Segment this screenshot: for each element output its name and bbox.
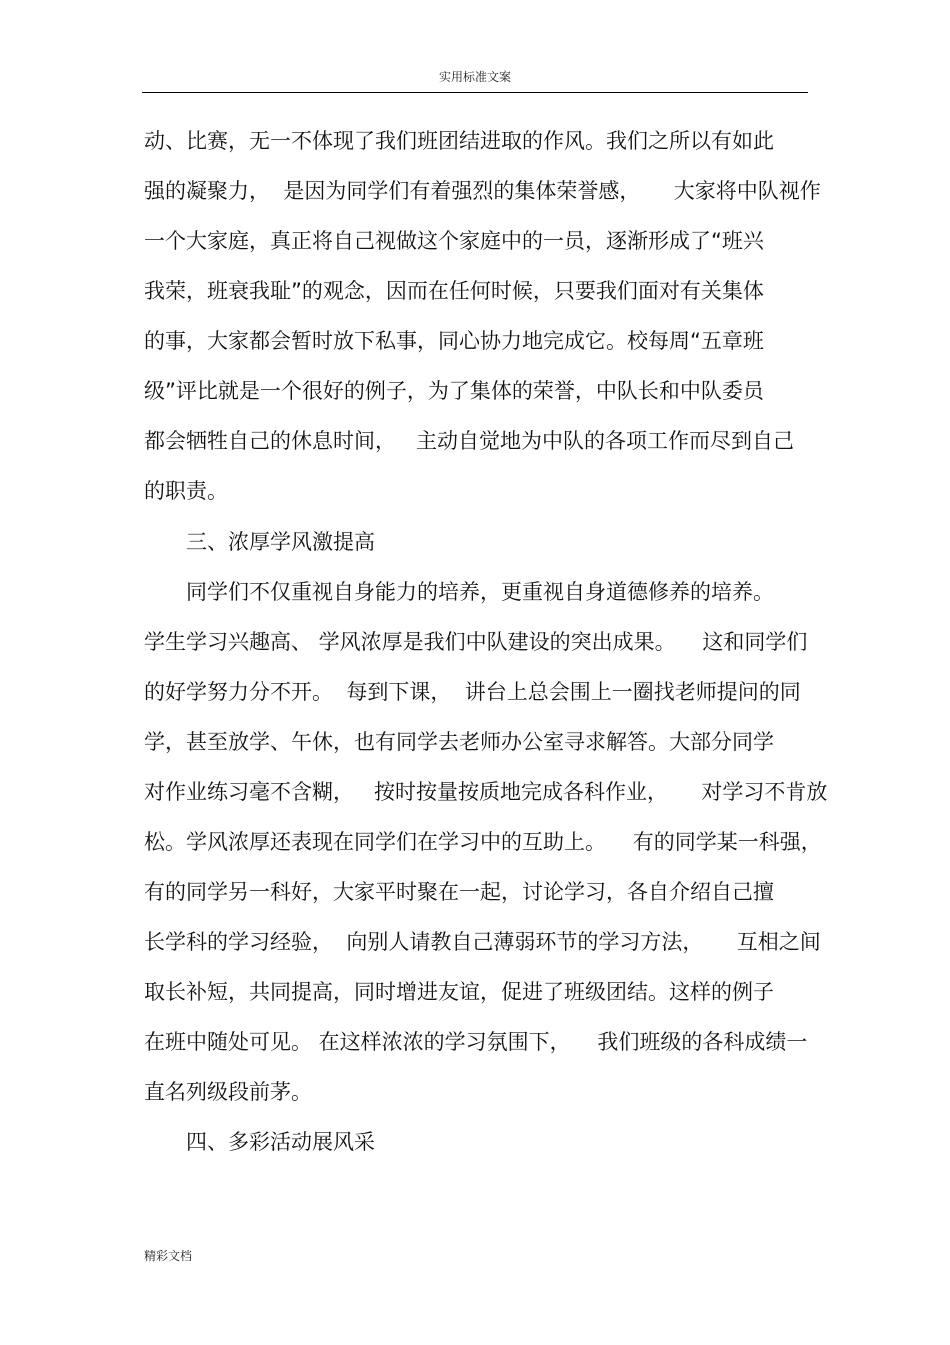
page-header: [142, 62, 808, 93]
body-line: 对作业练习毫不含糊， 按时按量按质地完成各科作业， 对学习不肯放: [144, 780, 828, 804]
body-line: 取长补短，共同提高，同时增进友谊，促进了班级团结。这样的例子: [144, 980, 774, 1004]
body-line: 都会牺牲自己的休息时间， 主动自觉地为中队的各项工作而尽到自己: [144, 429, 795, 453]
body-line: 学生学习兴趣高、 学风浓厚是我们中队建设的突出成果。 这和同学们: [144, 630, 808, 654]
body-line: 我荣，班衰我耻”的观念，因而在任何时候，只要我们面对有关集体: [144, 279, 764, 303]
section-heading: 三、浓厚学风激提高: [186, 530, 375, 554]
body-line: 在班中随处可见。 在这样浓浓的学习氛围下， 我们班级的各科成绩一: [144, 1030, 808, 1054]
body-line: 松。学风浓厚还表现在同学们在学习中的互助上。 有的同学某一科强，: [144, 830, 822, 854]
section-heading: 四、多彩活动展风采: [186, 1130, 375, 1154]
body-line: 直名列级段前茅。: [144, 1080, 312, 1104]
header-title: 实用标准文案: [438, 70, 511, 84]
page-footer: 精彩文档: [144, 1249, 193, 1263]
body-line: 的事，大家都会暂时放下私事，同心协力地完成它。校每周“五章班: [144, 329, 764, 353]
body-line: 动、比赛，无一不体现了我们班团结进取的作风。我们之所以有如此: [144, 129, 774, 153]
body-line: 的职责。: [144, 479, 228, 503]
body-line: 长学科的学习经验， 向别人请教自己薄弱环节的学习方法， 互相之间: [144, 930, 821, 954]
body-line: 学，甚至放学、午休，也有同学去老师办公室寻求解答。大部分同学: [144, 730, 774, 754]
body-line: 的好学努力分不开。 每到下课， 讲台上总会围上一圈找老师提问的同: [144, 680, 801, 704]
body-line: 级”评比就是一个很好的例子，为了集体的荣誉，中队长和中队委员: [144, 379, 764, 403]
body-line: 同学们不仅重视自身能力的培养，更重视自身道德修养的培养。: [186, 580, 774, 604]
body-line: 有的同学另一科好，大家平时聚在一起，讨论学习，各自介绍自己擅: [144, 880, 774, 904]
body-line: 一个大家庭，真正将自己视做这个家庭中的一员，逐渐形成了“班兴: [144, 229, 764, 253]
body-line: 强的凝聚力， 是因为同学们有着强烈的集体荣誉感， 大家将中队视作: [144, 179, 821, 203]
